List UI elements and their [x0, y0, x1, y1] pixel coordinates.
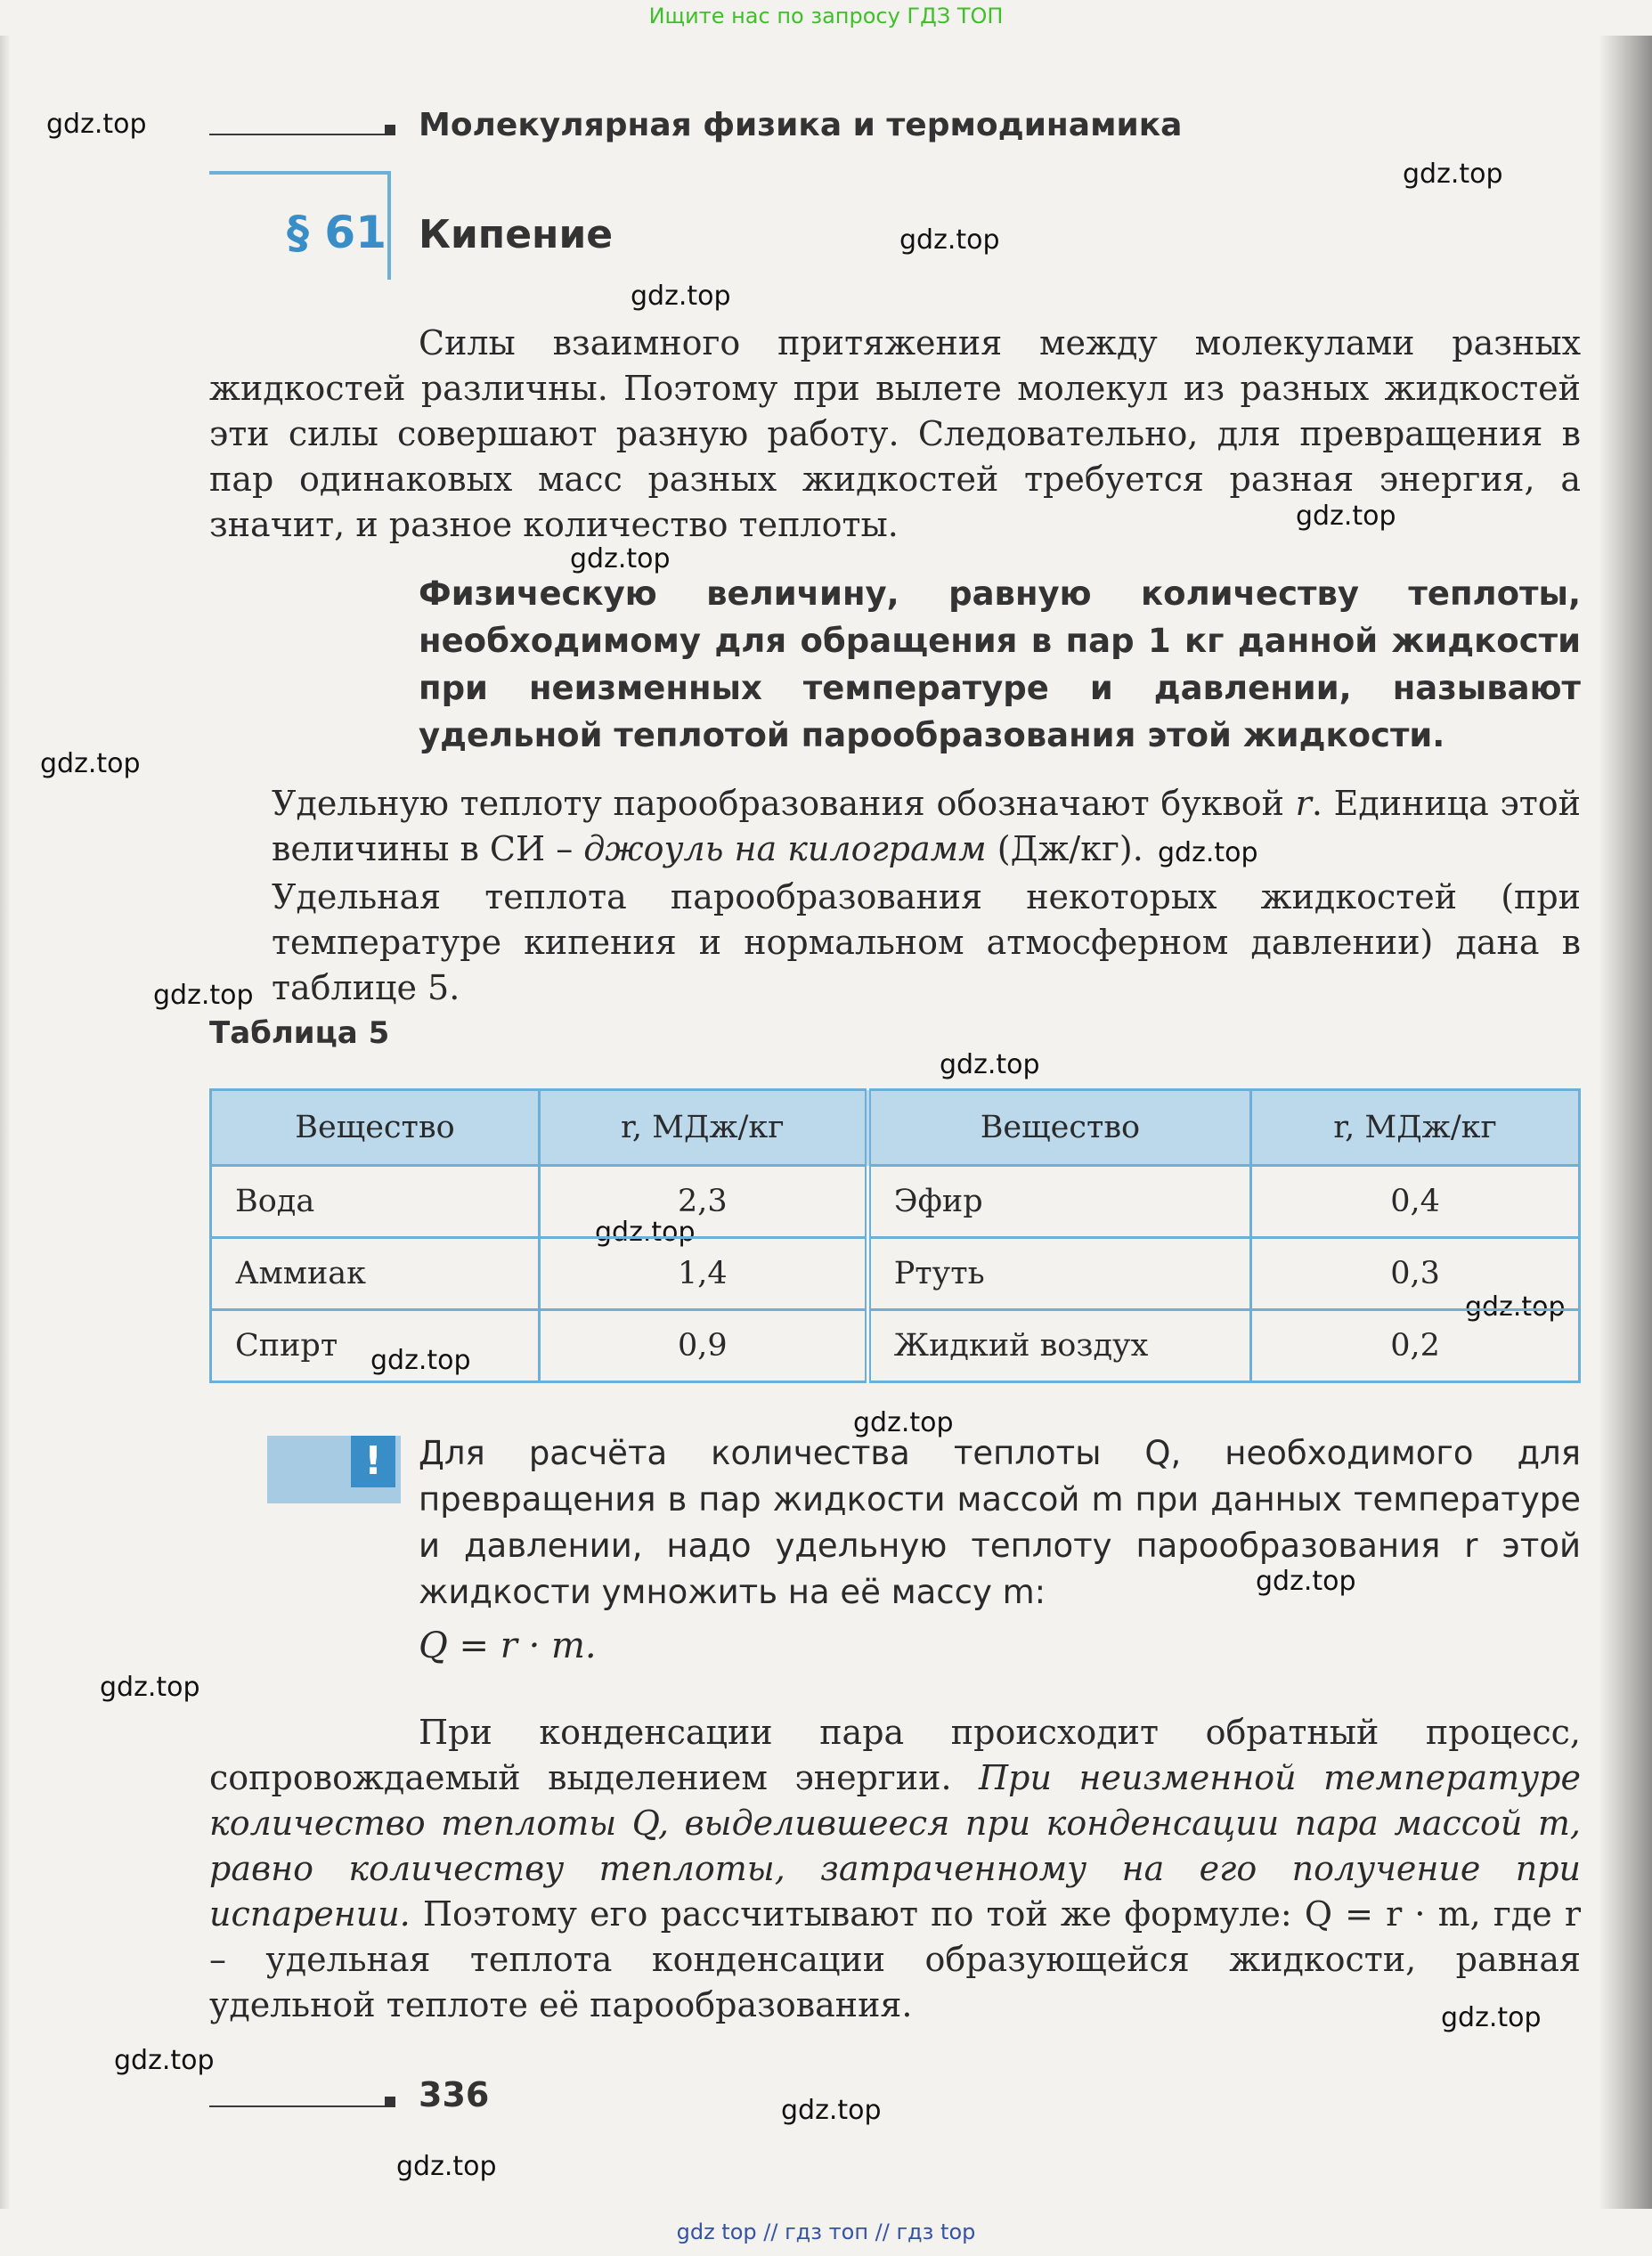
watermark: gdz.top	[1296, 501, 1396, 532]
table-row	[211, 1310, 1580, 1382]
watermark: gdz.top	[396, 2151, 497, 2182]
footer-rule	[209, 2105, 387, 2107]
watermark: gdz.top	[853, 1407, 954, 1438]
watermark: gdz.top	[153, 980, 254, 1011]
page-edge-shade	[0, 36, 11, 2209]
note-text	[419, 1430, 1581, 1669]
paragraph-table-ref: Удельная теплота парообразования некоторых жидкостей (при температуре кипения и нормальном атмосферном давлении) дана в таблице 5.	[272, 877, 1581, 1007]
column-header: r, МДж/кг	[1251, 1090, 1580, 1166]
footer-bullet	[385, 2097, 395, 2107]
table-cell: Вода	[211, 1166, 540, 1238]
table-cell: Эфир	[867, 1166, 1250, 1238]
book-spine-shadow	[1599, 36, 1652, 2209]
table-cell: 0,4	[1251, 1166, 1580, 1238]
table-cell: Ртуть	[867, 1238, 1250, 1310]
paragraph-symbol-text: . Единица этой величины в СИ –	[272, 784, 1581, 868]
exclamation-icon: !	[351, 1436, 395, 1487]
note-formula: Q = r · m.	[419, 1625, 597, 1666]
table-cell: Аммиак	[211, 1238, 540, 1310]
condensation-rule: При неизменной температуре количество теплоты Q, выделившееся при конденсации пара массой m, равно количеству теплоты, затраченному на его получение при испарении.	[209, 1758, 1581, 1934]
table-row	[211, 1238, 1580, 1310]
table-cell: 2,3	[539, 1166, 867, 1238]
table-header-row	[211, 1090, 1580, 1166]
watermark: gdz.top	[781, 2095, 882, 2126]
watermark: gdz.top	[1403, 159, 1503, 190]
table-cell: Жидкий воздух	[867, 1310, 1250, 1382]
table-caption: Таблица 5	[209, 1015, 390, 1051]
header-bullet	[385, 125, 395, 135]
header-rule	[209, 134, 387, 135]
table-cell: 1,4	[539, 1238, 867, 1310]
watermark: gdz.top	[1465, 1291, 1566, 1323]
watermark: gdz.top	[1256, 1566, 1356, 1597]
table-row	[211, 1166, 1580, 1238]
chapter-title: Молекулярная физика и термодинамика	[419, 107, 1183, 143]
paragraph-symbol-text: Удельную теплоту парообразования обозначают буквой	[272, 784, 1296, 823]
paragraph-symbol-text: (Дж/кг).	[986, 829, 1143, 868]
paragraph-condensation-text: При конденсации пара происходит обратный процесс, сопровождаемый выделением энергии.	[209, 1713, 1581, 1797]
unit-name: джоуль на килограмм	[583, 829, 987, 868]
table-cell: Спирт	[211, 1310, 540, 1382]
watermark: gdz.top	[114, 2045, 215, 2076]
table-cell: 0,2	[1251, 1310, 1580, 1382]
page-number: 336	[419, 2075, 490, 2114]
column-header: r, МДж/кг	[539, 1090, 867, 1166]
paragraph-symbol	[272, 781, 1581, 872]
paragraph-condensation	[209, 1710, 1581, 2028]
column-header: Вещество	[211, 1090, 540, 1166]
bottom-banner[interactable]: gdz top // гдз топ // гдз top	[676, 2219, 976, 2244]
watermark: gdz.top	[595, 1217, 696, 1248]
watermark: gdz.top	[631, 281, 731, 312]
watermark: gdz.top	[570, 543, 671, 574]
watermark: gdz.top	[1441, 2002, 1542, 2033]
section-title: Кипение	[419, 212, 614, 257]
column-header: Вещество	[867, 1090, 1250, 1166]
watermark: gdz.top	[40, 748, 141, 779]
watermark: gdz.top	[46, 109, 147, 140]
watermark: gdz.top	[100, 1672, 200, 1703]
note-body: Для расчёта количества теплоты Q, необходимого для превращения в пар жидкости массой m при данных температуре и давлении, надо удельную теплоту парообразования r этой жидкости умножить на её массу m:	[419, 1434, 1581, 1611]
paragraph-condensation-text: Поэтому его рассчитывают по той же формуле: Q = r · m, где r – удельная теплота конденсации образующейся жидкости, равная удельной теплоте её парообразования.	[209, 1894, 1581, 2024]
watermark: gdz.top	[1158, 837, 1258, 868]
table-cell: 0,3	[1251, 1238, 1580, 1310]
watermark: gdz.top	[370, 1345, 471, 1376]
watermark: gdz.top	[940, 1049, 1040, 1080]
top-banner[interactable]: Ищите нас по запросу ГДЗ ТОП	[648, 4, 1004, 29]
watermark: gdz.top	[899, 224, 1000, 256]
symbol-r: r	[1295, 784, 1312, 823]
section-number: § 61	[287, 207, 387, 258]
paragraph-intro: Силы взаимного притяжения между молекулами разных жидкостей различны. Поэтому при вылете молекул из разных жидкостей эти силы совершают разную работу. Следовательно, для превращения в пар одинаковых масс разных жидкостей требуется разная энергия, а значит, и разное количество теплоты.	[209, 323, 1581, 544]
vaporization-table	[209, 1088, 1581, 1383]
definition-text: Физическую величину, равную количеству теплоты, необходимому для обращения в пар 1 кг данной жидкости при неизменных температуре и давлении, называют удельной теплотой парообразования этой жидкости.	[419, 574, 1581, 754]
table-cell: 0,9	[539, 1310, 867, 1382]
